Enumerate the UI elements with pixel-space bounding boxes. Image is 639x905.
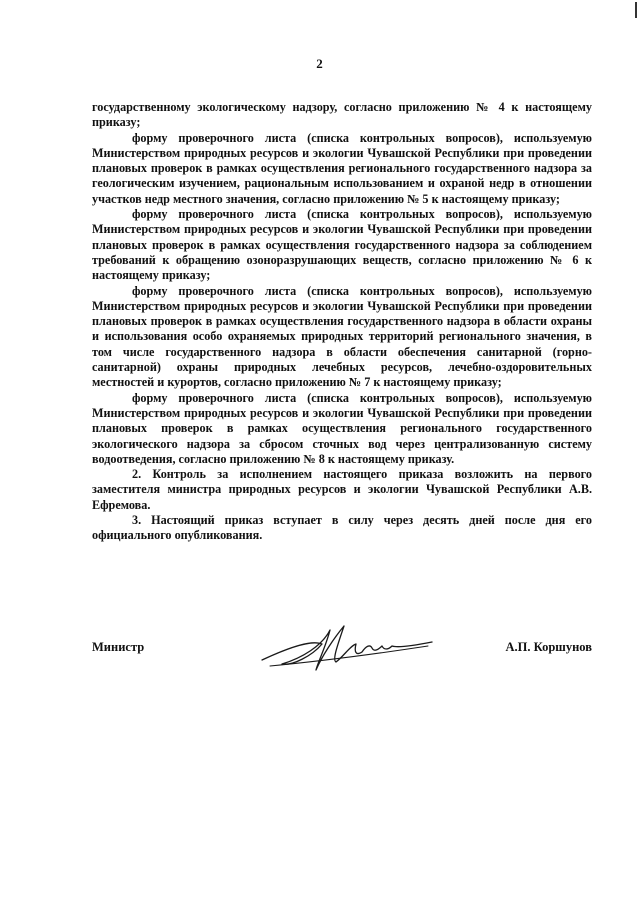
- page-number: 2: [316, 56, 323, 71]
- paragraph-effective-clause: 3. Настоящий приказ вступает в силу через десять дней после дня его официального опубликования.: [92, 513, 592, 543]
- paragraph-appendix-8: форму проверочного листа (списка контрольных вопросов), используемую Министерством природных ресурсов и экологии Чувашской Республики при проведении плановых проверок в рамках осуществления регионального государственного экологического надзора за сбросом сточных вод через централизованную систему водоотведения, согласно приложению № 8 к настоящему приказу.: [92, 390, 592, 466]
- paragraph-control-clause: 2. Контроль за исполнением настоящего приказа возложить на первого заместителя министра природных ресурсов и экологии Чувашской Республики А.В. Ефремова.: [92, 467, 592, 512]
- signatory-title: Министр: [92, 640, 145, 654]
- paragraph-appendix-7: форму проверочного листа (списка контрольных вопросов), используемую Министерством природных ресурсов и экологии Чувашской Республики при проведении плановых проверок в рамках осуществления государственного надзора в области охраны и использования особо охраняемых природных территорий регионального значения, в том числе государственного надзора в области обеспечения санитарной (горно-санитарной) охраны природных лечебных ресурсов, лечебно-оздоровительных местностей и курортов, согласно приложению № 7 к настоящему приказу;: [92, 283, 592, 390]
- signatory-name: А.П. Коршунов: [505, 640, 592, 654]
- paragraph-appendix-6: форму проверочного листа (списка контрольных вопросов), используемую Министерством природных ресурсов и экологии Чувашской Республики при проведении плановых проверок в рамках осуществления государственного надзора за соблюдением требований к обращению озоноразрушающих веществ, согласно приложению № 6 к настоящему приказу;: [92, 207, 592, 283]
- paragraph-appendix-4: государственному экологическому надзору, согласно приложению № 4 к настоящему приказу;: [92, 100, 592, 130]
- handwritten-signature: [252, 616, 442, 676]
- paragraph-appendix-5: форму проверочного листа (списка контрольных вопросов), используемую Министерством природных ресурсов и экологии Чувашской Республики при проведении плановых проверок в рамках осуществления регионального государственного надзора за геологическим изучением, рациональным использованием и охраной недр в отношении участков недр местного значения, согласно приложению № 5 к настоящему приказу;: [92, 130, 592, 206]
- scan-corner-mark: [635, 2, 637, 18]
- signature-block: [92, 640, 592, 670]
- document-body: [92, 100, 592, 544]
